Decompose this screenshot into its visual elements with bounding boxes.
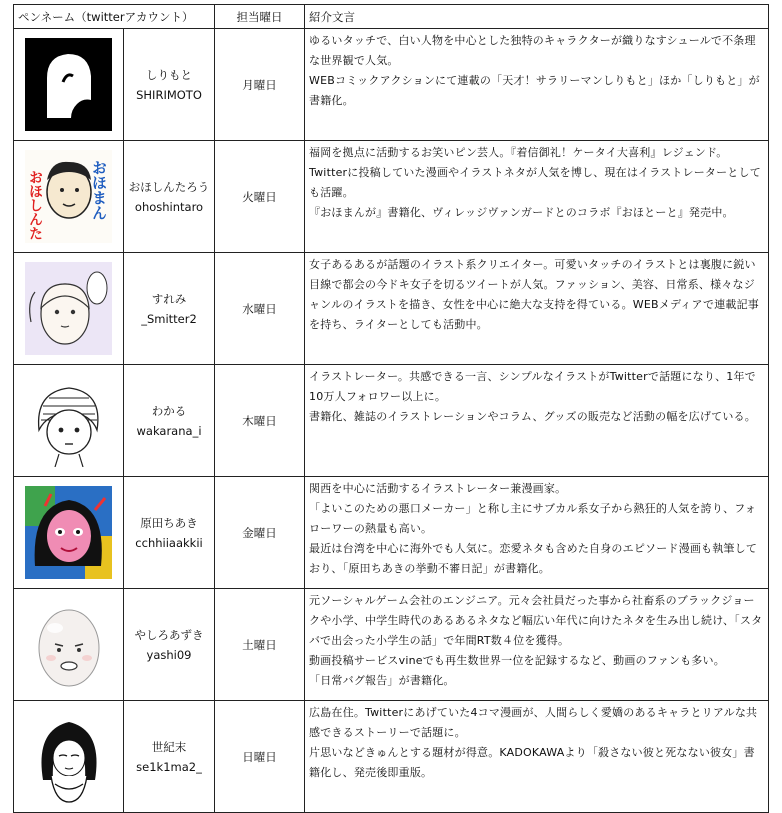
name-cell bbox=[124, 365, 215, 477]
header-penname: ペンネーム（twitterアカウント） bbox=[14, 5, 215, 29]
name-cell bbox=[124, 141, 215, 253]
table-row bbox=[14, 365, 769, 477]
day-cell: 水曜日 bbox=[215, 253, 305, 365]
artist-name: すれみ bbox=[151, 291, 187, 306]
striped-hair-woman-avatar bbox=[25, 374, 112, 467]
intro-cell bbox=[305, 141, 769, 253]
artist-account: cchhiiaakkii bbox=[135, 535, 203, 550]
intro-paragraph: WEBコミックアクションにて連載の「天才！サラリーマンしりもと」ほか「しりもと」が書籍化。 bbox=[309, 74, 760, 107]
header-day: 担当曜日 bbox=[215, 5, 305, 29]
table-row bbox=[14, 29, 769, 141]
artist-account: yashi09 bbox=[146, 647, 192, 662]
header-intro: 紹介文言 bbox=[305, 5, 769, 29]
pink-face-girl-avatar bbox=[25, 486, 112, 579]
name-cell bbox=[124, 29, 215, 141]
artist-name: 世紀末 bbox=[151, 739, 187, 754]
avatar-cell bbox=[14, 365, 124, 477]
intro-cell bbox=[305, 365, 769, 477]
avatar-cell bbox=[14, 477, 124, 589]
day-cell: 金曜日 bbox=[215, 477, 305, 589]
day-cell: 日曜日 bbox=[215, 701, 305, 813]
avatar-cell bbox=[14, 141, 124, 253]
white-faceless-figure-avatar bbox=[25, 38, 112, 131]
avatar-cell bbox=[14, 29, 124, 141]
intro-paragraph: 書籍化、雑誌のイラストレーションやコラム、グッズの販売など活動の幅を広げている。 bbox=[309, 410, 756, 423]
day-cell: 木曜日 bbox=[215, 365, 305, 477]
round-face-girl-avatar bbox=[25, 262, 112, 355]
intro-paragraph: 「よいこのための悪口メーカー」と称し主にサブカル系女子から熱狂的人気を誇り、フォローワーの熱量も高い。 bbox=[309, 502, 757, 535]
name-cell bbox=[124, 589, 215, 701]
artist-name: 原田ちあき bbox=[140, 515, 198, 530]
intro-paragraph: 最近は台湾を中心に海外でも人気に。恋愛ネタも含めた自身のエピソード漫画も執筆しており、「原田ちあきの挙動不審日記」が書籍化。 bbox=[309, 542, 758, 575]
intro-paragraph: 女子あるあるが話題のイラスト系クリエイター。可愛いタッチのイラストとは裏腹に鋭い目線で都会の今ドキ女子を切るツイートが人気。ファッション、美容、日常系、様々なジャンルのイラストを描き、女性を中心に絶大な支持を得ている。WEBメディアで連載記事を持ち、ライターとしても活動中。 bbox=[309, 258, 759, 331]
cover-title: おほまん bbox=[90, 160, 108, 220]
intro-paragraph: 片思いなどきゅんとする題材が得意。KADOKAWAより「殺さない彼と死なない彼女」書籍化し、発売後即重版。 bbox=[309, 746, 755, 779]
intro-paragraph: 関西を中心に活動するイラストレーター兼漫画家。 bbox=[309, 482, 567, 495]
intro-paragraph: 福岡を拠点に活動するお笑いピン芸人。『着信御礼！ケータイ大喜利』レジェンド。 bbox=[309, 146, 728, 159]
intro-paragraph: 動画投稿サービスvineでも再生数世界一位を記録するなど、動画のファンも多い。 bbox=[309, 654, 725, 667]
black-hair-girl-avatar bbox=[25, 710, 112, 803]
intro-cell bbox=[305, 29, 769, 141]
artist-name: おほしんたろう bbox=[128, 179, 210, 194]
avatar-cell bbox=[14, 253, 124, 365]
artist-account: se1k1ma2_ bbox=[136, 759, 202, 774]
artist-account: ohoshintaro bbox=[134, 199, 204, 214]
table-row bbox=[14, 589, 769, 701]
name-cell bbox=[124, 253, 215, 365]
artist-account: wakarana_i bbox=[136, 423, 202, 438]
artist-name: わかる bbox=[151, 403, 187, 418]
artist-table bbox=[13, 4, 769, 813]
name-cell bbox=[124, 477, 215, 589]
day-cell: 火曜日 bbox=[215, 141, 305, 253]
table-row bbox=[14, 477, 769, 589]
intro-paragraph: 元ソーシャルゲーム会社のエンジニア。元々会社員だった事から社畜系のブラックジョークや小学、中学生時代のあるあるネタなど幅広い年代に向けたネタを生み出し続け、「スタバで出会った小学生の話」で年間RT数４位を獲得。 bbox=[309, 594, 763, 647]
table-row bbox=[14, 701, 769, 813]
table-row bbox=[14, 253, 769, 365]
intro-paragraph: 『おほまんが』書籍化、ヴィレッジヴァンガードとのコラボ『おほとーと』発売中。 bbox=[309, 206, 734, 219]
intro-paragraph: 広島在住。Twitterにあげていた4コマ漫画が、人間らしく愛嬌のあるキャラとリアルな共感できるストーリーで話題に。 bbox=[309, 706, 758, 739]
egg-face-avatar bbox=[25, 598, 112, 691]
intro-paragraph: 「日常バグ報告」が書籍化。 bbox=[309, 674, 455, 687]
artist-name: やしろあずき bbox=[134, 627, 204, 642]
cover-author: おほしんた bbox=[27, 170, 43, 240]
artist-account: _Smitter2 bbox=[141, 311, 197, 326]
intro-paragraph: ゆるいタッチで、白い人物を中心とした独特のキャラクターが織りなすシュールで不条理な世界観で人気。 bbox=[309, 34, 756, 67]
intro-cell bbox=[305, 477, 769, 589]
ohoman-book-cover-avatar bbox=[25, 150, 112, 243]
avatar-cell bbox=[14, 701, 124, 813]
day-cell: 月曜日 bbox=[215, 29, 305, 141]
name-cell bbox=[124, 701, 215, 813]
intro-cell bbox=[305, 253, 769, 365]
artist-name: しりもと bbox=[146, 67, 192, 82]
header-row bbox=[14, 5, 769, 29]
table-row bbox=[14, 141, 769, 253]
artist-account: SHIRIMOTO bbox=[136, 87, 202, 102]
intro-paragraph: イラストレーター。共感できる一言、シンプルなイラストがTwitterで話題になり、1年で10万人フォロワー以上に。 bbox=[309, 370, 756, 403]
avatar-cell bbox=[14, 589, 124, 701]
intro-cell bbox=[305, 701, 769, 813]
intro-cell bbox=[305, 589, 769, 701]
intro-paragraph: Twitterに投稿していた漫画やイラストネタが人気を博し、現在はイラストレーターとしても活躍。 bbox=[309, 166, 761, 199]
day-cell: 土曜日 bbox=[215, 589, 305, 701]
